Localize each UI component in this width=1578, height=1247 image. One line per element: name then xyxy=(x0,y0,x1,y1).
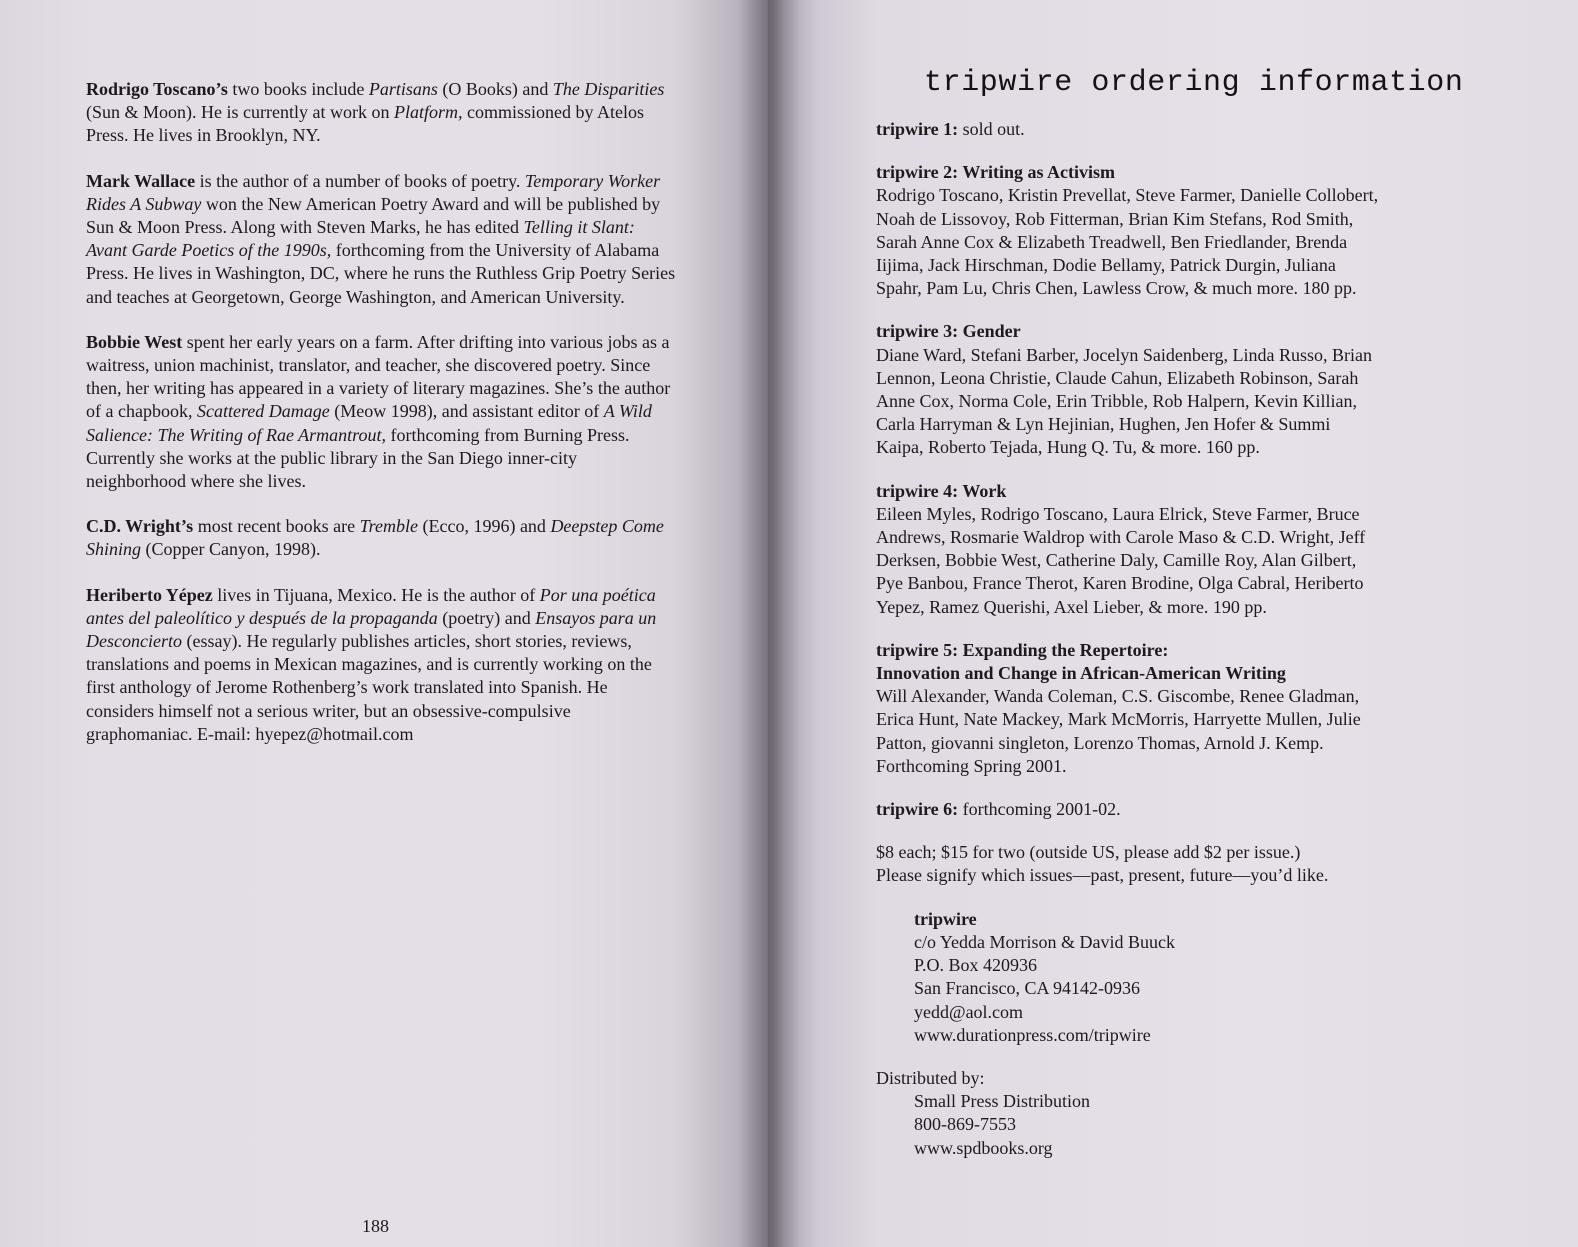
contributor-line: Kaipa, Roberto Tejada, Hung Q. Tu, & more. 160 pp. xyxy=(876,437,1260,458)
contributor-line: Will Alexander, Wanda Coleman, C.S. Giscombe, Renee Gladman, xyxy=(876,686,1360,707)
price-line: $8 each; $15 for two (outside US, please add $2 per issue.) xyxy=(876,842,1301,863)
distributor-name: Small Press Distribution xyxy=(914,1091,1091,1112)
distribution-info xyxy=(876,1067,1496,1160)
page-number: 188 xyxy=(362,1216,389,1236)
bio-paragraph xyxy=(86,170,676,309)
bio-title: Scattered Damage xyxy=(196,401,330,422)
bio-text: two books include xyxy=(227,79,369,99)
issue-heading xyxy=(876,639,1496,662)
bio-text: (Copper Canyon, 1998). xyxy=(141,539,321,560)
bio-text: forthcoming from the University of Alabama Press. He lives in Washington, DC, where he runs the Ruthless Grip Poetry Series and teaches at Georgetown, George Washington, and American University. xyxy=(86,240,676,307)
bio-text: lives in Tijuana, Mexico. He is the author of xyxy=(212,584,540,605)
distributor-website: www.spdbooks.org xyxy=(914,1137,1053,1158)
bio-title: Platform, xyxy=(393,102,463,123)
distribution-label: Distributed by: xyxy=(876,1067,985,1088)
contributor-line: Eileen Myles, Rodrigo Toscano, Laura Elrick, Steve Farmer, Bruce xyxy=(876,503,1360,524)
order-instruction-line: Please signify which issues—past, present, future—you’d like. xyxy=(876,865,1329,886)
bio-title: Temporary Worker Rides A Subway xyxy=(86,170,661,214)
address-city: San Francisco, CA 94142-0936 xyxy=(914,978,1140,999)
issue-entry xyxy=(876,161,1496,300)
issue-list xyxy=(876,118,1496,821)
issue-entry xyxy=(876,639,1496,778)
bio-text: most recent books are xyxy=(193,516,360,537)
bio-text: is the author of a number of books of poetry. xyxy=(195,170,525,191)
issue-heading xyxy=(876,320,1496,343)
issue-status: sold out. xyxy=(958,119,1025,139)
bio-name: Mark Wallace xyxy=(86,170,196,191)
issue-heading xyxy=(876,118,1496,141)
price-info xyxy=(876,841,1496,887)
bio-title: Por una poética antes del paleolítico y después de la propaganda xyxy=(86,584,656,628)
issue-heading xyxy=(876,161,1496,184)
bio-title: Tremble xyxy=(359,516,418,537)
contributor-line: Forthcoming Spring 2001. xyxy=(876,755,1067,776)
bio-text: (Ecco, 1996) and xyxy=(417,516,551,537)
contributor-line: Pye Banbou, France Therot, Karen Brodine, Olga Cabral, Heriberto xyxy=(876,573,1364,594)
bio-title: Telling it Slant: Avant Garde Poetics of the 1990s, xyxy=(86,217,635,261)
bio-name: C.D. Wright’s xyxy=(86,516,194,537)
bio-paragraph xyxy=(86,584,676,746)
bio-title: Deepstep Come Shining xyxy=(86,516,664,560)
issue-title: tripwire 6: xyxy=(876,799,959,820)
ordering-information xyxy=(876,118,1496,1160)
address-email: yedd@aol.com xyxy=(914,1001,1024,1022)
contributor-line: Erica Hunt, Nate Mackey, Mark McMorris, Harryette Mullen, Julie xyxy=(876,709,1361,730)
contributor-line: Sarah Anne Cox & Elizabeth Treadwell, Ben Friedlander, Brenda xyxy=(876,231,1348,252)
issue-subtitle: Innovation and Change in African-American Writing xyxy=(876,663,1286,684)
issue-entry xyxy=(876,118,1496,141)
bio-text: (essay). He regularly publishes articles, short stories, reviews, translations and poems in Mexican magazines, and is currently working on the first anthology of Jerome Rothenberg’s work translated into Spanish. He considers himself not a serious writer, but an obsessive-compulsive graphomaniac. E-mail: hyepez@hotmail.com xyxy=(86,631,652,744)
address-po-box: P.O. Box 420936 xyxy=(914,955,1038,976)
bio-title: Ensayos para un Desconcierto xyxy=(86,607,657,652)
bio-paragraph xyxy=(86,78,676,148)
address-name: tripwire xyxy=(914,908,977,929)
issue-status: forthcoming 2001-02. xyxy=(958,799,1121,820)
ordering-title: tripwire ordering information xyxy=(924,66,1464,100)
bio-text: (poetry) and xyxy=(437,607,536,628)
bio-text: won the New American Poetry Award and will be published by Sun & Moon Press. Along with Steven Marks, he has edited xyxy=(86,193,661,238)
contributor-line: Anne Cox, Norma Cole, Erin Tribble, Rob Halpern, Kevin Killian, xyxy=(876,391,1357,412)
contributor-line: Noah de Lissovoy, Rob Fitterman, Brian Kim Stefans, Rod Smith, xyxy=(876,208,1354,229)
bio-text: forthcoming from Burning Press. Currently she works at the public library in the San Diego inner-city neighborhood where she lives. xyxy=(86,424,630,492)
contributor-line: Rodrigo Toscano, Kristin Prevellat, Steve Farmer, Danielle Collobert, xyxy=(876,185,1379,206)
issue-title: tripwire 1: xyxy=(876,119,959,139)
bio-title: The Disparities xyxy=(552,79,665,99)
distributor-phone: 800-869-7553 xyxy=(914,1114,1016,1135)
left-page xyxy=(0,0,768,1247)
address-care-of: c/o Yedda Morrison & David Buuck xyxy=(914,931,1175,952)
issue-entry xyxy=(876,480,1496,619)
bio-text: (Sun & Moon). He is currently at work on xyxy=(86,102,394,123)
issue-title: tripwire 4: Work xyxy=(876,480,1007,501)
contributor-line: Patton, giovanni singleton, Lorenzo Thomas, Arnold J. Kemp. xyxy=(876,732,1324,753)
bio-text: (O Books) and xyxy=(437,79,553,99)
contributor-line: Spahr, Pam Lu, Chris Chen, Lawless Crow, & much more. 180 pp. xyxy=(876,278,1357,299)
contributor-bios xyxy=(86,78,676,768)
issue-title: tripwire 2: Writing as Activism xyxy=(876,162,1115,183)
contributor-line: Carla Harryman & Lyn Hejinian, Hughen, Jen Hofer & Summi xyxy=(876,414,1331,435)
contributor-line: Yepez, Ramez Querishi, Axel Lieber, & more. 190 pp. xyxy=(876,596,1267,617)
bio-title: Partisans xyxy=(368,79,438,99)
contributor-line: Iijima, Jack Hirschman, Dodie Bellamy, Patrick Durgin, Juliana xyxy=(876,255,1336,276)
issue-heading xyxy=(876,480,1496,503)
bio-name: Heriberto Yépez xyxy=(86,584,213,605)
issue-entry xyxy=(876,320,1496,459)
bio-paragraph xyxy=(86,331,676,493)
bio-paragraph xyxy=(86,515,676,561)
bio-text: spent her early years on a farm. After drifting into various jobs as a waitress, union machinist, translator, and teacher, she discovered poetry. Since then, her writing has appeared in a variety of literary magazines. She’s the author of a chapbook, xyxy=(86,331,671,422)
bio-name: Bobbie West xyxy=(86,331,183,352)
issue-title: tripwire 5: Expanding the Repertoire: xyxy=(876,639,1169,660)
issue-heading xyxy=(876,798,1496,821)
bio-title: A Wild Salience: The Writing of Rae Armantrout, xyxy=(86,401,652,445)
bio-text: commissioned by Atelos Press. He lives in Brooklyn, NY. xyxy=(86,102,644,146)
issue-title: tripwire 3: Gender xyxy=(876,321,1021,342)
bio-text: (Meow 1998), and assistant editor of xyxy=(329,401,604,422)
contributor-line: Derksen, Bobbie West, Catherine Daly, Camille Roy, Alan Gilbert, xyxy=(876,550,1357,571)
contributor-line: Andrews, Rosmarie Waldrop with Carole Maso & C.D. Wright, Jeff xyxy=(876,527,1366,548)
bio-name: Rodrigo Toscano’s xyxy=(86,79,228,99)
mailing-address xyxy=(914,908,1496,1047)
contributor-line: Diane Ward, Stefani Barber, Jocelyn Saidenberg, Linda Russo, Brian xyxy=(876,344,1373,365)
contributor-line: Lennon, Leona Christie, Claude Cahun, Elizabeth Robinson, Sarah xyxy=(876,367,1359,388)
address-website: www.durationpress.com/tripwire xyxy=(914,1024,1151,1045)
issue-entry xyxy=(876,798,1496,821)
